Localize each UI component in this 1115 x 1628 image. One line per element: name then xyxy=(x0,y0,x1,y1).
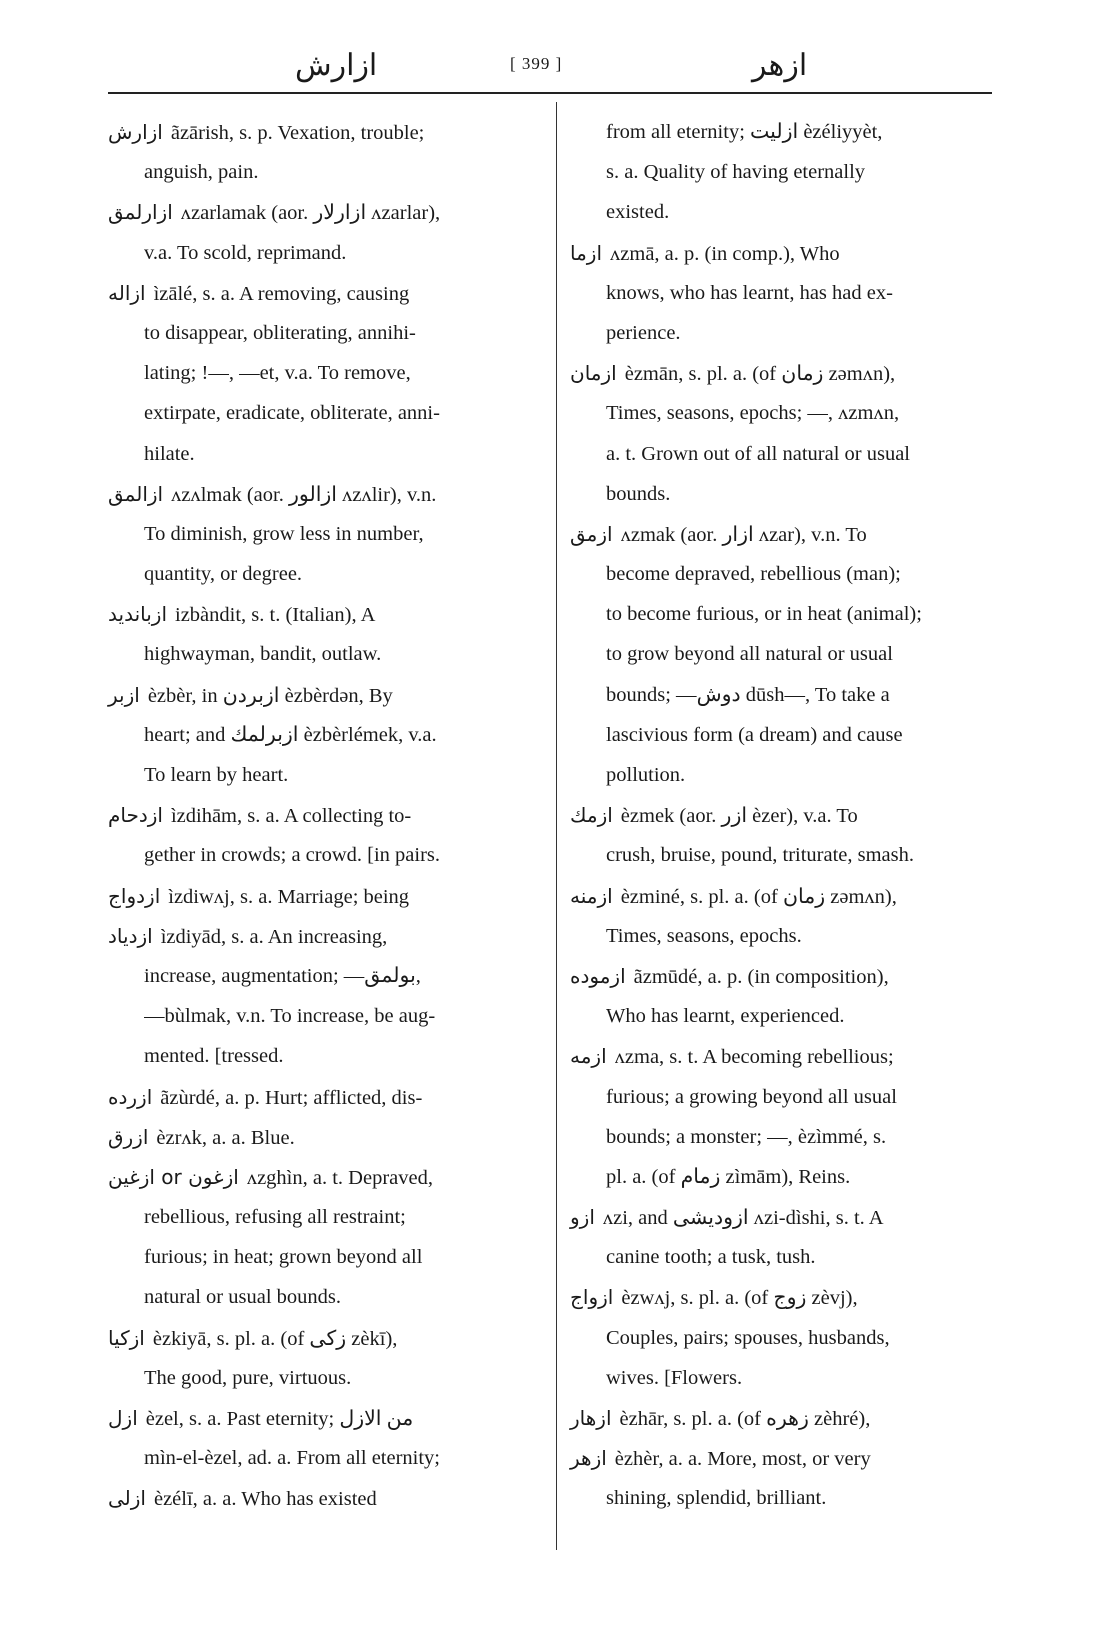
entry-headline xyxy=(108,594,538,634)
entry-continuation xyxy=(570,1358,988,1398)
arabic-headword: ازما xyxy=(570,240,603,265)
entry-text: rebellious, refusing all restraint; xyxy=(144,1206,406,1229)
entry-continuation xyxy=(108,835,538,875)
entry-text: èzhār, s. pl. a. (of زهره zèhré), xyxy=(619,1408,871,1430)
arabic-headword: ازاله xyxy=(108,280,146,305)
entry-text: èzminé, s. pl. a. (of زمان zəmʌn), xyxy=(620,885,897,908)
entry-text: lascivious form (a dream) and cause xyxy=(606,723,903,746)
entry-text: highwayman, bandit, outlaw. xyxy=(144,643,382,666)
arabic-headword: ازدحام xyxy=(108,803,163,828)
entry-text: crush, bruise, pound, triturate, smash. xyxy=(606,844,915,867)
entry-text: èzmek (aor. ازر èzer), v.a. To xyxy=(620,805,858,828)
arabic-headword: ازمه xyxy=(570,1044,607,1069)
entry-text: ãzmūdé, a. p. (in composition), xyxy=(633,965,889,988)
entry-text: hilate. xyxy=(144,442,195,465)
arabic-headword: ازارش xyxy=(108,120,163,144)
entry-continuation xyxy=(108,1036,538,1076)
entry-headline xyxy=(108,876,538,916)
entry-text: èzrʌk, a. a. Blue. xyxy=(156,1126,295,1149)
entry-text: perience. xyxy=(606,321,681,344)
arabic-headword: ازو xyxy=(570,1205,595,1230)
entry-text: quantity, or degree. xyxy=(144,563,303,586)
entry-headline xyxy=(108,112,538,152)
entry-headline xyxy=(570,956,988,996)
arabic-headword: ازغون or ازغین xyxy=(108,1164,239,1189)
entry-headline xyxy=(108,1157,538,1197)
entry-text: èzwʌj, s. pl. a. (of زوج zèvj), xyxy=(621,1287,858,1310)
entry-headline xyxy=(108,474,538,514)
arabic-headword: ازل xyxy=(108,1406,138,1430)
entry-continuation xyxy=(570,192,988,232)
entry-headline xyxy=(570,353,988,393)
entry-text: èzhèr, a. a. More, most, or very xyxy=(614,1448,871,1471)
entry-text: to grow beyond all natural or usual xyxy=(606,643,893,666)
entry-text: The good, pure, virtuous. xyxy=(144,1366,352,1389)
entry-continuation xyxy=(570,1117,988,1157)
entry-text: bounds; —دوش dūsh—, To take a xyxy=(606,683,890,706)
entry-text: èzkiyā, s. pl. a. (of زکی zèkī), xyxy=(152,1327,398,1350)
entry-text: pollution. xyxy=(606,764,686,786)
entry-headline xyxy=(570,1036,988,1076)
entry-headline xyxy=(570,233,988,273)
entry-text: canine tooth; a tusk, tush. xyxy=(606,1246,816,1269)
entry-continuation xyxy=(570,594,988,634)
right-column xyxy=(570,112,988,1519)
entry-continuation xyxy=(108,434,538,474)
entry-continuation xyxy=(570,313,988,353)
entry-text: èzbèr, in ازبردن èzbèrdən, By xyxy=(147,684,393,707)
column-divider xyxy=(556,102,557,1550)
entry-text: furious; in heat; grown beyond all xyxy=(144,1246,423,1269)
entry-headline xyxy=(108,1117,538,1157)
entry-continuation xyxy=(108,554,538,594)
entry-continuation xyxy=(570,634,988,674)
entry-text: Times, seasons, epochs; —, ʌzmʌn, xyxy=(606,402,900,425)
entry-continuation xyxy=(108,313,538,353)
entry-text: mìn-el-èzel, ad. a. From all eternity; xyxy=(144,1447,440,1470)
entry-text: anguish, pain. xyxy=(144,161,259,184)
entry-text: Times, seasons, epochs. xyxy=(606,924,802,947)
entry-text: ʌzi, and ازودیشی ʌzi-dìshi, s. t. A xyxy=(602,1207,884,1230)
entry-continuation xyxy=(108,1237,538,1277)
left-column xyxy=(108,112,538,1519)
entry-text: lating; !—, —et, v.a. To remove, xyxy=(144,362,411,385)
entry-continuation xyxy=(570,393,988,433)
entry-continuation xyxy=(570,1157,988,1197)
entry-continuation xyxy=(570,1478,988,1518)
header-rule xyxy=(108,92,992,94)
entry-text: s. a. Quality of having eternally xyxy=(606,161,866,184)
right-guide-word: ازهر xyxy=(752,48,808,83)
entry-headline xyxy=(570,795,988,835)
arabic-headword: ازمنه xyxy=(570,883,613,908)
entry-continuation xyxy=(570,112,988,152)
arabic-headword: ازمك xyxy=(570,803,613,828)
entry-continuation xyxy=(570,152,988,192)
arabic-headword: ازموده xyxy=(570,963,626,988)
entry-text: mented. [tressed. xyxy=(144,1045,284,1068)
entry-continuation xyxy=(570,675,988,715)
entry-continuation xyxy=(108,996,538,1036)
arabic-headword: ازارلمق xyxy=(108,200,173,225)
entry-headline xyxy=(108,1398,538,1438)
entry-text: ìzālé, s. a. A removing, causing xyxy=(153,282,410,305)
entry-text: Couples, pairs; spouses, husbands, xyxy=(606,1326,890,1349)
entry-text: ìzdiwʌj, s. a. Marriage; being xyxy=(168,885,410,908)
entry-text: ʌzmak (aor. ازار ʌzar), v.n. To xyxy=(620,523,867,546)
entry-continuation xyxy=(108,1197,538,1237)
entry-continuation xyxy=(570,755,988,795)
entry-headline xyxy=(570,876,988,916)
entry-continuation xyxy=(108,514,538,554)
arabic-headword: ازدیاد xyxy=(108,923,153,948)
entry-text: ãzùrdé, a. p. Hurt; afflicted, dis- xyxy=(160,1086,423,1109)
entry-continuation xyxy=(570,1237,988,1277)
entry-text: natural or usual bounds. xyxy=(144,1286,341,1309)
entry-continuation xyxy=(570,554,988,594)
entry-headline xyxy=(570,1197,988,1237)
entry-continuation xyxy=(108,393,538,433)
entry-continuation xyxy=(108,634,538,674)
entry-text: existed. xyxy=(606,201,670,224)
entry-text: To learn by heart. xyxy=(144,764,289,786)
arabic-headword: ازهر xyxy=(570,1446,607,1471)
entry-text: ʌzarlamak (aor. ازارلار ʌzarlar), xyxy=(180,202,441,225)
arabic-headword: ازواج xyxy=(570,1285,614,1310)
entry-text: bounds. xyxy=(606,482,671,505)
entry-text: a. t. Grown out of all natural or usual xyxy=(606,442,911,465)
entry-continuation xyxy=(570,835,988,875)
entry-headline xyxy=(570,1398,988,1438)
entry-continuation xyxy=(108,233,538,273)
entry-text: Who has learnt, experienced. xyxy=(606,1005,845,1028)
entry-text: —bùlmak, v.n. To increase, be aug- xyxy=(144,1005,436,1028)
entry-headline xyxy=(108,192,538,232)
entry-text: pl. a. (of زمام zìmām), Reins. xyxy=(606,1165,851,1188)
entry-continuation xyxy=(570,474,988,514)
entry-headline xyxy=(108,675,538,715)
entry-headline xyxy=(108,1318,538,1358)
entry-continuation xyxy=(570,273,988,313)
entry-text: become depraved, rebellious (man); xyxy=(606,563,901,586)
arabic-headword: ازبر xyxy=(108,682,140,707)
entry-headline xyxy=(108,1478,538,1518)
entry-text: furious; a growing beyond all usual xyxy=(606,1085,897,1108)
entry-continuation xyxy=(108,956,538,996)
entry-text: shining, splendid, brilliant. xyxy=(606,1487,827,1510)
arabic-headword: ازدواج xyxy=(108,883,161,908)
entry-continuation xyxy=(570,715,988,755)
entry-continuation xyxy=(570,434,988,474)
entry-continuation xyxy=(108,755,538,795)
entry-headline xyxy=(108,795,538,835)
entry-text: v.a. To scold, reprimand. xyxy=(144,241,347,264)
entry-text: extirpate, eradicate, obliterate, anni- xyxy=(144,402,440,425)
arabic-headword: ازمان xyxy=(570,361,617,386)
entry-headline xyxy=(570,1438,988,1478)
entry-text: èzel, s. a. Past eternity; من الازل xyxy=(145,1408,414,1430)
entry-headline xyxy=(570,514,988,554)
entry-continuation xyxy=(108,152,538,192)
entry-text: gether in crowds; a crowd. [in pairs. xyxy=(144,844,441,867)
entry-text: izbàndit, s. t. (Italian), A xyxy=(175,604,376,627)
arabic-headword: ازرق xyxy=(108,1124,149,1149)
entry-text: bounds; a monster; —, èzìmmé, s. xyxy=(606,1125,887,1148)
entry-continuation xyxy=(570,1077,988,1117)
entry-continuation xyxy=(570,1318,988,1358)
entry-text: from all eternity; ازلیت èzéliyyèt, xyxy=(606,121,883,143)
entry-text: èzélī, a. a. Who has existed xyxy=(153,1488,377,1511)
entry-headline xyxy=(108,273,538,313)
page-number: [ 399 ] xyxy=(510,54,563,73)
entry-text: ʌzmā, a. p. (in comp.), Who xyxy=(610,242,840,265)
entry-headline xyxy=(570,1277,988,1317)
entry-text: ʌzghìn, a. t. Depraved, xyxy=(246,1166,433,1189)
entry-text: ìzdihām, s. a. A collecting to- xyxy=(170,805,412,828)
left-guide-word: ازارش xyxy=(295,48,378,83)
arabic-headword: ازهار xyxy=(570,1406,612,1430)
entry-text: heart; and ازبرلمك èzbèrlémek, v.a. xyxy=(144,723,437,746)
arabic-headword: ازلی xyxy=(108,1486,146,1511)
entry-headline xyxy=(108,1077,538,1117)
entry-text: To diminish, grow less in number, xyxy=(144,522,424,545)
entry-text: èzmān, s. pl. a. (of زمان zəmʌn), xyxy=(624,363,896,386)
arabic-headword: ازباندید xyxy=(108,602,168,627)
entry-continuation xyxy=(570,916,988,956)
entry-text: wives. [Flowers. xyxy=(606,1366,743,1389)
entry-headline xyxy=(108,916,538,956)
arabic-headword: ازالمق xyxy=(108,481,164,506)
entry-text: knows, who has learnt, has had ex- xyxy=(606,281,893,304)
arabic-headword: ازکیا xyxy=(108,1325,145,1350)
entry-continuation xyxy=(570,996,988,1036)
entry-text: increase, augmentation; —بولمق, xyxy=(144,964,421,987)
entry-text: ʌzma, s. t. A becoming rebellious; xyxy=(614,1046,894,1069)
page-header xyxy=(0,48,1115,92)
entry-continuation xyxy=(108,353,538,393)
entry-text: ìzdiyād, s. a. An increasing, xyxy=(160,925,388,948)
entry-continuation xyxy=(108,1277,538,1317)
entry-text: ʌzʌlmak (aor. ازالور ʌzʌlir), v.n. xyxy=(171,483,437,506)
entry-text: to become furious, or in heat (animal); xyxy=(606,603,922,626)
entry-text: ãzārish, s. p. Vexation, trouble; xyxy=(170,122,425,144)
arabic-headword: ازرده xyxy=(108,1084,153,1109)
entry-text: to disappear, obliterating, annihi- xyxy=(144,321,416,344)
entry-continuation xyxy=(108,1358,538,1398)
entry-continuation xyxy=(108,715,538,755)
entry-continuation xyxy=(108,1438,538,1478)
arabic-headword: ازمق xyxy=(570,521,613,546)
